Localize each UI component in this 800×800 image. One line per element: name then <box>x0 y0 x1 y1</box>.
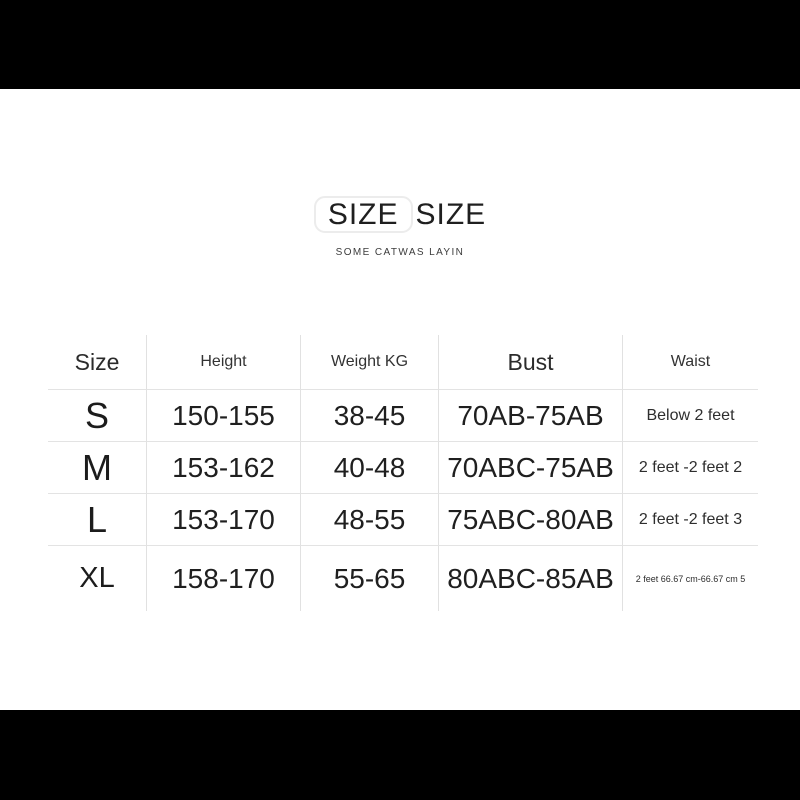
cell-s-weight: 38-45 <box>301 390 439 442</box>
cell-s-bust: 70AB-75AB <box>439 390 623 442</box>
col-header-height: Height <box>147 335 301 390</box>
cell-xl-height: 158-170 <box>147 546 301 611</box>
cell-m-height: 153-162 <box>147 442 301 494</box>
cell-m-weight: 40-48 <box>301 442 439 494</box>
cell-s-height: 150-155 <box>147 390 301 442</box>
title-badge: SIZE <box>314 196 413 233</box>
cell-xl-weight: 55-65 <box>301 546 439 611</box>
cell-l-height: 153-170 <box>147 494 301 546</box>
subtitle: SOME CATWAS LAYIN <box>335 247 465 258</box>
cell-l-weight: 48-55 <box>301 494 439 546</box>
letterbox-bottom-band <box>0 710 800 800</box>
page-title <box>0 196 800 233</box>
cell-m-bust: 70ABC-75AB <box>439 442 623 494</box>
col-header-bust: Bust <box>439 335 623 390</box>
cell-l-size: L <box>48 494 147 546</box>
col-header-weight: Weight KG <box>301 335 439 390</box>
col-header-waist: Waist <box>623 335 758 390</box>
cell-m-waist: 2 feet -2 feet 2 <box>623 442 758 494</box>
title-text: SIZE <box>415 197 487 231</box>
cell-s-size: S <box>48 390 147 442</box>
col-header-size: Size <box>48 335 147 390</box>
cell-l-bust: 75ABC-80AB <box>439 494 623 546</box>
cell-l-waist: 2 feet -2 feet 3 <box>623 494 758 546</box>
letterbox-top-band <box>0 0 800 89</box>
cell-m-size: M <box>48 442 147 494</box>
cell-xl-bust: 80ABC-85AB <box>439 546 623 611</box>
cell-s-waist: Below 2 feet <box>623 390 758 442</box>
cell-xl-waist: 2 feet 66.67 cm-66.67 cm 5 <box>635 573 746 584</box>
cell-xl-size: XL <box>48 546 147 611</box>
size-table <box>48 335 758 611</box>
